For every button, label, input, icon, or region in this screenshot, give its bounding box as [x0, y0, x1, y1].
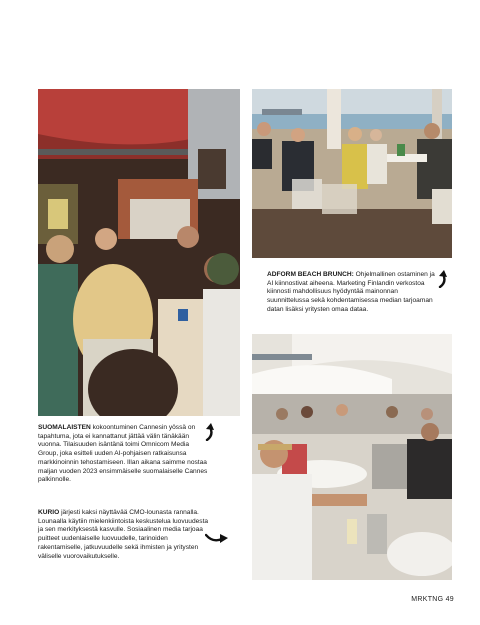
caption-kurio: [38, 509, 210, 561]
curved-arrow-up-icon: [204, 421, 218, 441]
photo-beach-brunch: [252, 89, 452, 258]
photo-beach-lunch: [252, 334, 452, 580]
caption-lead: ADFORM BEACH BRUNCH:: [267, 271, 354, 278]
caption-lead: KURIO: [38, 509, 60, 516]
caption-body: järjesti kaksi näyttävää CMO-lounasta rannalla. Lounaalla käytiin mielenkiintoista keskustelua luovuudesta ja sen merkityksestä kasvulle. Sosiaalinen media tarjoaa puitteet uudenlaiselle luovuudelle, tarinoiden rakentamiselle, jatkuvuudelle sekä ihmisten ja yritysten väliselle vuorovaikutukselle.: [38, 509, 209, 560]
caption-body: kokoontuminen Cannesin yössä on tapahtuma, jota ei kannattanut jättää välin tänäkään vuonna. Tilaisuuden isäntänä toimi Omnicom Media Group, joka esitteli uuden AI-pohjaisen ratkaisunsa markkinoinnin tehostamiseen. Illan aikana saimme nostaa maljan vuoden 2023 ensimmäiselle suomalaiselle Cannes palkinnolle.: [38, 424, 208, 484]
caption-lead: SUOMALAISTEN: [38, 424, 91, 431]
photo-restaurant-gathering: [38, 89, 240, 416]
caption-adform-beach-brunch: [267, 271, 437, 315]
curved-arrow-right-icon: [205, 530, 229, 544]
page-folio: MRKTNG 49: [411, 596, 454, 603]
curved-arrow-up-icon: [437, 268, 451, 288]
caption-body: Ohjelmallinen ostaminen ja AI kiinnostivat aiheena. Marketing Finlandin verkostoa kiinnosti mahdollisuus hyödyntää mainonnan suunnittelussa sekä kohdentamisessa median tarjoaman datan lisäksi yritysten omaa dataa.: [267, 271, 435, 313]
caption-suomalaisten: [38, 424, 210, 485]
